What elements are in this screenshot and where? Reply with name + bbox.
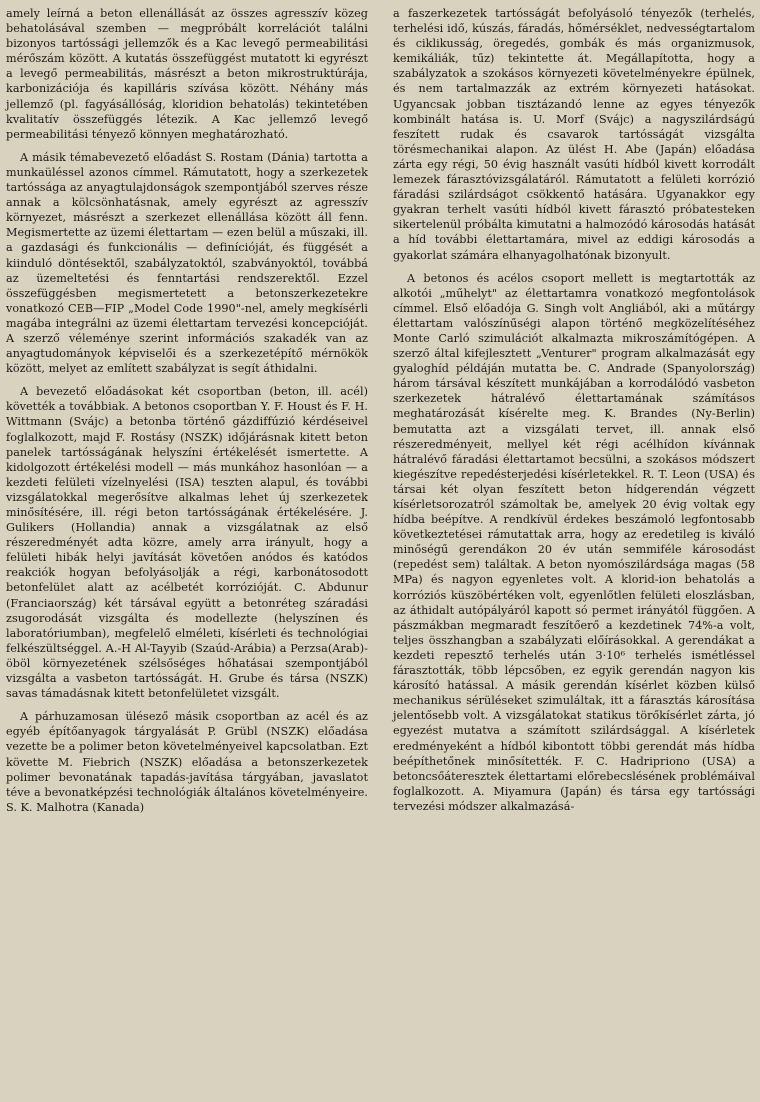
left-column [6, 6, 368, 819]
right-column [393, 6, 755, 818]
paragraph: A bevezető előadásokat két csoportban (beton, ill. acél) követték a továbbiak. A betonos csoportban Y. F. Houst és F. H. Wittmann (Svájc) a betonba történő gázdiffúzió kérdéseivel foglalkozott, majd F. Rostásy (NSZK) időjárásnak kitett beton panelek tartósságának helyszíni értékelését ismertette. A kidolgozott értékelési modell — más munkához hasonlóan — a kezdeti felületi vízelnyelési (ISA) teszten alapul, és további vizsgálatokkal megerősítve alkalmas lehet új szerkezetek minősítésére, ill. régi beton tartósságának értékelésére. J. Gulikers (Hollandia) annak a vizsgálatnak az első részeredményét adta közre, amely arra irányult, hogy a felületi hibák helyi javítását követően anódos és katódos reakciók hogyan befolyásolják a régi, karbonátosodott betonfelület alatt az acélbetét korrózióját. C. Abdunur (Franciaország) két társával együtt a betonréteg száradási zsugorodását vizsgálta és modellezte (helyszínen és laboratóriumban), megfelelő elméleti, kísérleti és technológiai felkészültséggel. A.-H Al-Tayyib (Szaúd-Arábia) a Perzsa(Arab)-öböl környezetének szélsőséges hőhatásai szempontjából vizsgálta a vasbeton tartósságát. H. Grube és társa (NSZK) savas támadásnak kitett betonfelületet vizsgált. [6, 385, 368, 701]
paragraph: A betonos és acélos csoport mellett is megtartották az alkotói „műhelyt" az élettartamra vonatkozó megfontolások címmel. Első előadója G. Singh volt Angliából, aki a műtárgy élettartam valószínűségi alapon történő megközelítéséhez Monte Carló szimulációt alkalmazta mikroszámítógépen. A szerző által kifejlesztett „Venturer" program alkalmazását egy gyaloghíd példáján mutatta be. C. Andrade (Spanyolország) három társával készített munkájában a korrodálódó vasbeton szerkezetek hátralévő élettartamának számításos meghatározását kísérelte meg. K. Brandes (Ny-Berlin) bemutatta azt a vizsgálati tervet, ill. annak első részeredményeit, mellyel két régi acélhídon kívánnak hátralévő fáradási élettartamot becsülni, a szokásos módszert kiegészítve repedésterjedési kísérletekkel. R. T. Leon (USA) és társai két olyan feszített beton hídgerendán végzett kísérletsorozatról számoltak be, amelyek 20 évig voltak egy hídba beépítve. A rendkívül érdekes beszámoló legfontosabb következtetései rámutattak arra, hogy az eredetileg is kiváló minőségű gerendákon 20 év után semmiféle károsodást (repedést sem) találtak. A beton nyomószilárdsága magas (58 MPa) és nagyon egyenletes volt. A klorid-ion behatolás a korróziós küszöbértéken volt, egyenlőtlen felületi eloszlásban, az áthidalt autópályáról kapott só permet irányától függően. A pászmákban megmaradt feszítőerő a kezdetinek 74%-a volt, teljes összhangban a szabályzati előírásokkal. A gerendákat a kezdeti repesztő terhelés után 3·10⁶ terhelés ismétléssel fárasztották, több lépcsőben, ez egyik gerendán nagyon kis károsító hatással. A másik gerendán kísérlet közben külső mechanikus sérüléseket szimuláltak, itt a fárasztás károsítása jelentősebb volt. A vizsgálatokat statikus törőkísérlet zárta, jó egyezést mutatva a számított szilárdsággal. A kísérletek eredményeként a hídból kibontott többi gerendát más hídba beépíthetőnek minősítették. F. C. Hadripriono (USA) a betoncsőáteresztek élettartami előrebecslésének problémáival foglalkozott. A. Miyamura (Japán) és társa egy tartóssági tervezési módszer alkalmazásá- [393, 271, 755, 813]
paragraph: amely leírná a beton ellenállását az összes agresszív közeg behatolásával szemben — megpróbált korrelációt találni bizonyos tartóssági jellemzők és a Kac levegő permeabilitási mérőszám között. A kutatás összefüggést mutatott ki egyrészt a levegő permeabilitás, másrészt a beton mikrostruktúrája, karbonizációja és kapilláris szívása között. Néhány más jellemző (pl. fagyásállóság, kloridion behatolás) tekintetében kvalitatív összefüggés létezik. A Kac jellemző levegő permeabilitási tényező könnyen meghatározható. [6, 7, 368, 141]
paragraph: a faszerkezetek tartósságát befolyásoló tényezők (terhelés, terhelési idő, kúszás, fáradás, hőmérséklet, nedvességtartalom és ciklikusság, öregedés, gombák és más organizmusok, kemikáliák, tűz) tekintette át. Megállapította, hogy a szabályzatok a szokásos környezeti követelményekre épülnek, és nem tartalmazzák az extrém környezeti hatásokat. Ugyancsak jobban tisztázandó lenne az egyes tényezők kombinált hatása is. U. Morf (Svájc) a nagyszilárdságú feszített rudak és csavarok tartósságát vizsgálta törésmechanikai alapon. Az ülést H. Abe (Japán) előadása zárta egy régi, 50 évig használt vasúti hídból kivett korrodált lemezek fárasztóvizsgálatáról. Rámutatott a felületi korrózió fáradási szilárdságot csökkentő hatására. Ugyanakkor egy gyakran terhelt vasúti hídból kivett fárasztó próbatesteken sikertelenül próbálta kimutatni a halmozódó károsodás hatását a híd további élettartamára, mivel az eddigi károsodás a gyakorlat számára elhanyagolhatónak bizonyult. [393, 7, 755, 262]
paragraph: A másik témabevezető előadást S. Rostam (Dánia) tartotta a munkaüléssel azonos címmel. Rámutatott, hogy a szerkezetek tartóssága az anyagtulajdonságok szempontjából szerves része annak a kölcsönhatásnak, amely egyrészt az agresszív környezet, másrészt a szerkezet ellenállása között áll fenn. Megismertette az üzemi élettartam — ezen belül a műszaki, ill. a gazdasági és funkcionális — definícióját, és függését a kiinduló döntésektől, szabályzatoktól, szabványoktól, továbbá az üzemeltetési és fenntartási rendszerektől. Ezzel összefüggésben megismertetett a betonszerkezetekre vonatkozó CEB—FIP „Model Code 1990"-nel, amely megkísérli magába integrálni az üzemi élettartam tervezési koncepcióját. A szerző véleménye szerint információs szakadék van az anyagtudományok képviselői és a szerkezetépítő mérnökök között, melyet az említett szabályzat is segít áthidalni. [6, 150, 368, 376]
paragraph: A párhuzamosan ülésező másik csoportban az acél és az egyéb építőanyagok tárgyalását P. Grübl (NSZK) előadása vezette be a polimer beton követelményeivel kapcsolatban. Ezt követte M. Fiebrich (NSZK) előadása a betonszerkezetek polimer bevonatának tapadás-javítása tárgyában, javaslatot téve a bevonatképzési technológiák általános követelményeire. S. K. Malhotra (Kanada) [6, 710, 368, 814]
